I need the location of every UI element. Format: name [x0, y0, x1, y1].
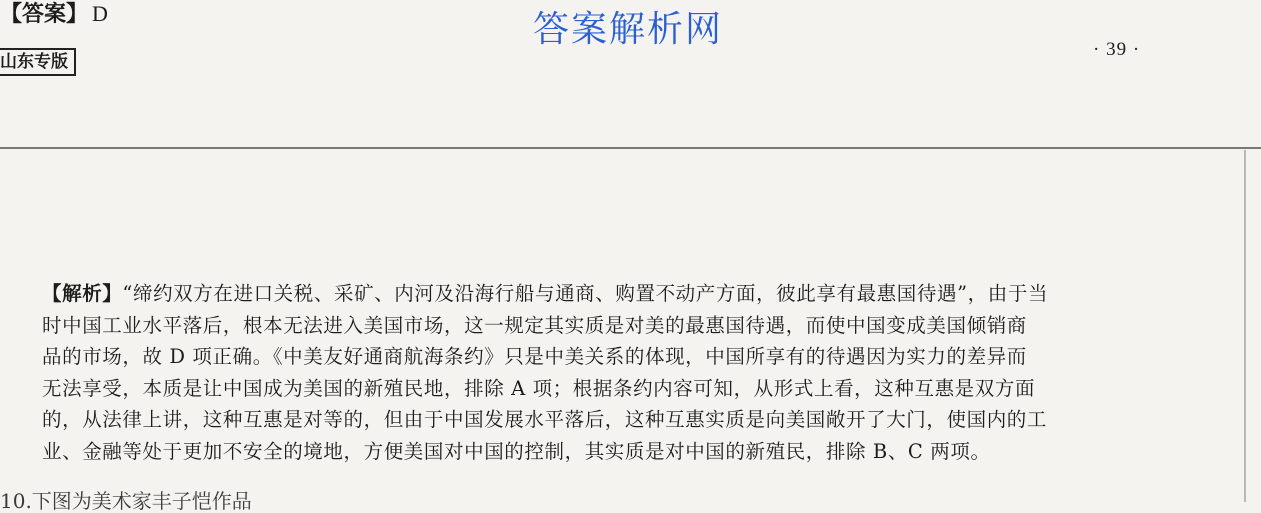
answer-label: 【答案】: [0, 2, 89, 27]
analysis-line-4: 无法享受，本质是让中国成为美国的新殖民地，排除 A 项；根据条约内容可知，从形式上看，这种互惠是双方面: [42, 376, 1036, 400]
page-number: · 39 ·: [1093, 39, 1141, 60]
analysis-line-5: 的，从法律上讲，这种互惠是对等的，但由于中国发展水平落后，这种互惠实质是向美国敞开了大门，使国内的工: [42, 408, 1048, 431]
analysis-line-2: 时中国工业水平落后，根本无法进入美国市场，这一规定其实质是对美的最惠国待遇，而使中国变成美国倾销商: [42, 313, 1027, 337]
edition-badge: 山东专版: [0, 48, 76, 76]
analysis-text-1: “缔约双方在进口关税、采矿、内河及沿海行船与通商、购置不动产方面，彼此享有最惠国待遇”，由于当: [122, 282, 1049, 305]
analysis-line-6: 业、金融等处于更加不安全的境地，方便美国对中国的控制，其实质是对中国的新殖民，排除 B、C 两项。: [42, 439, 991, 463]
watermark-title: 答案解析网: [533, 9, 724, 50]
answer-value: D: [92, 1, 108, 26]
analysis-line-1: [42, 278, 1224, 310]
analysis-section: [42, 278, 1224, 467]
answer-line: [0, 0, 108, 29]
page-edge-shadow: [1244, 150, 1246, 502]
analysis-line-3: 品的市场，故 D 项正确。《中美友好通商航海条约》只是中美关系的体现，中国所享有的待遇因为实力的差异而: [42, 345, 1027, 368]
analysis-label: 【解析】: [42, 282, 123, 305]
page-divider: [0, 147, 1261, 149]
next-question-fragment: 10.下图为美术家丰子恺作品: [0, 489, 252, 513]
